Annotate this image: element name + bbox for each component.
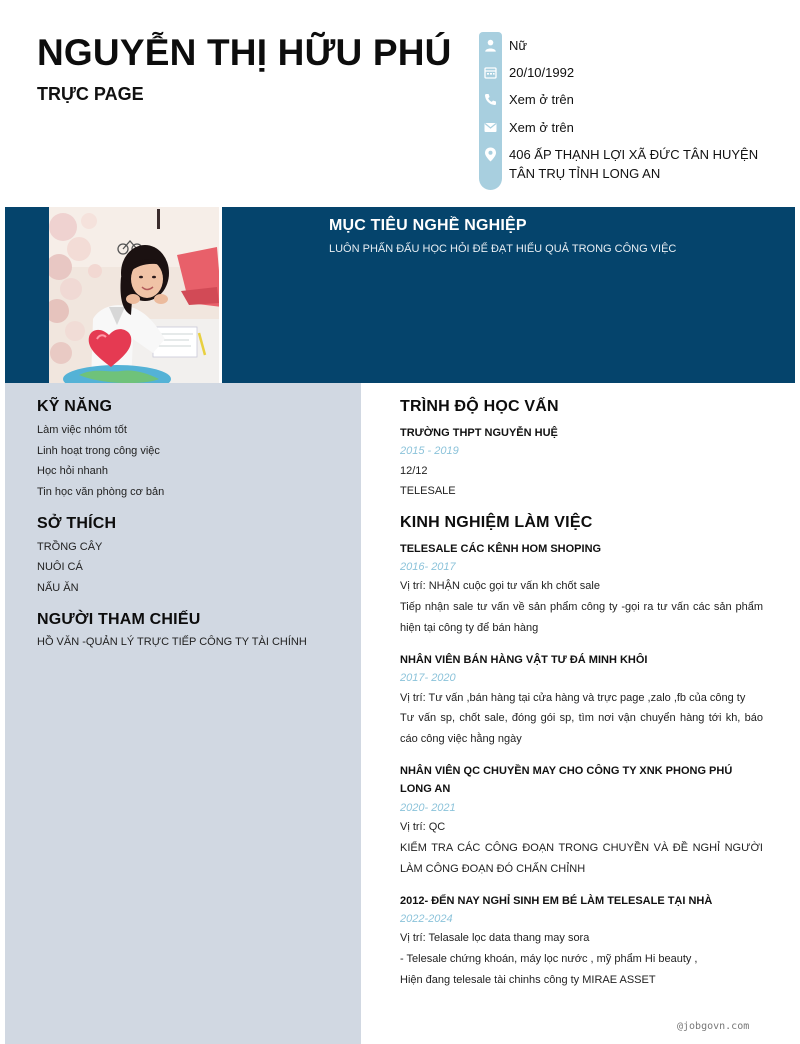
education-title: TRÌNH ĐỘ HỌC VẤN — [400, 398, 559, 415]
job-line: Tư vấn sp, chốt sale, đóng gói sp, tìm nơi vận chuyển hàng tới kh, báo cáo công việc hằng ngày — [400, 712, 763, 745]
job-dates: 2022-2024 — [400, 913, 453, 925]
job-line: Vị trí: Telasale lọc data thang may sora — [400, 932, 590, 944]
location-pin-icon — [483, 147, 498, 162]
candidate-job-title: TRỰC PAGE — [37, 84, 144, 104]
skill-item: Học hỏi nhanh — [37, 465, 108, 477]
education-grade: 12/12 — [400, 465, 428, 477]
job-line: Vị trí: QC — [400, 821, 446, 833]
references-title: NGƯỜI THAM CHIẾU — [37, 611, 201, 628]
job-title: 2012- ĐẾN NAY NGHỈ SINH EM BÉ LÀM TELESALE TẠI NHÀ — [400, 895, 713, 907]
left-sidebar — [5, 383, 361, 1044]
phone-icon — [483, 92, 498, 107]
contact-address: 406 ẤP THẠNH LỢI XÃ ĐỨC TÂN HUYỆN TÂN TRỤ TỈNH LONG AN — [509, 147, 759, 181]
skill-item: Linh hoạt trong công việc — [37, 445, 160, 457]
job-dates: 2020- 2021 — [400, 802, 456, 814]
skill-item: Làm việc nhóm tốt — [37, 424, 127, 436]
hobbies-title: SỞ THÍCH — [37, 515, 117, 532]
job-line: Hiện đang telesale tài chinhs công ty MIRAE ASSET — [400, 974, 656, 986]
contact-birthday: 20/10/1992 — [509, 65, 575, 80]
contact-email: Xem ở trên — [509, 120, 574, 135]
objective-text: LUÔN PHẤN ĐẤU HỌC HỎI ĐỂ ĐẠT HIỂU QUẢ TRONG CÔNG VIỆC — [329, 243, 677, 255]
experience-title: KINH NGHIỆM LÀM VIỆC — [400, 514, 593, 531]
job-dates: 2017- 2020 — [400, 672, 456, 684]
skill-item: Tin học văn phòng cơ bản — [37, 486, 165, 498]
job-line: Vị trí: NHẬN cuộc gọi tư vấn kh chốt sale — [400, 580, 600, 592]
candidate-name: NGUYỄN THỊ HỮU PHÚ — [37, 32, 452, 73]
hobby-item: TRỒNG CÂY — [37, 541, 103, 553]
job-line: Vị trí: Tư vấn ,bán hàng tại cửa hàng và trực page ,zalo ,fb của công ty — [400, 692, 746, 704]
job-title: TELESALE CÁC KÊNH HOM SHOPING — [400, 543, 602, 555]
reference-text: HỒ VĂN -QUẢN LÝ TRỰC TIẾP CÔNG TY TÀI CHÍNH — [37, 636, 307, 648]
hobby-item: NUÔI CÁ — [37, 561, 83, 573]
hobby-item: NẤU ĂN — [37, 582, 79, 594]
job-line: KIỂM TRA CÁC CÔNG ĐOẠN TRONG CHUYỀN VÀ ĐỀ NGHỈ NGƯỜI LÀM CÔNG ĐOẠN ĐÓ CHẤN CHỈNH — [400, 842, 763, 875]
education-dates: 2015 - 2019 — [400, 445, 459, 457]
mail-icon — [483, 120, 498, 135]
education-note: TELESALE — [400, 485, 456, 497]
job-title: NHÂN VIÊN BÁN HÀNG VẬT TƯ ĐÁ MINH KHÔI — [400, 654, 648, 666]
watermark-text: @jobgovn.com — [677, 1021, 750, 1032]
objective-title: MỤC TIÊU NGHỀ NGHIỆP — [329, 217, 527, 234]
contact-icon-bar — [479, 32, 502, 190]
contact-gender: Nữ — [509, 38, 528, 53]
person-icon — [483, 38, 498, 53]
calendar-icon — [483, 65, 498, 80]
job-line: - Telesale chứng khoán, máy lọc nước , mỹ phẩm Hi beauty , — [400, 953, 698, 965]
job-dates: 2016- 2017 — [400, 561, 456, 573]
profile-photo — [49, 207, 222, 383]
job-line: Tiếp nhận sale tư vấn về sản phẩm công ty -gọi ra tư vấn các sản phẩm hiện tại công ty để bán hàng — [400, 601, 763, 634]
contact-phone: Xem ở trên — [509, 92, 574, 107]
skills-title: KỸ NĂNG — [37, 398, 113, 415]
school-name: TRƯỜNG THPT NGUYỄN HUỆ — [400, 427, 558, 439]
job-title: NHÂN VIÊN QC CHUYỀN MAY CHO CÔNG TY XNK PHONG PHÚ LONG AN — [400, 765, 733, 795]
